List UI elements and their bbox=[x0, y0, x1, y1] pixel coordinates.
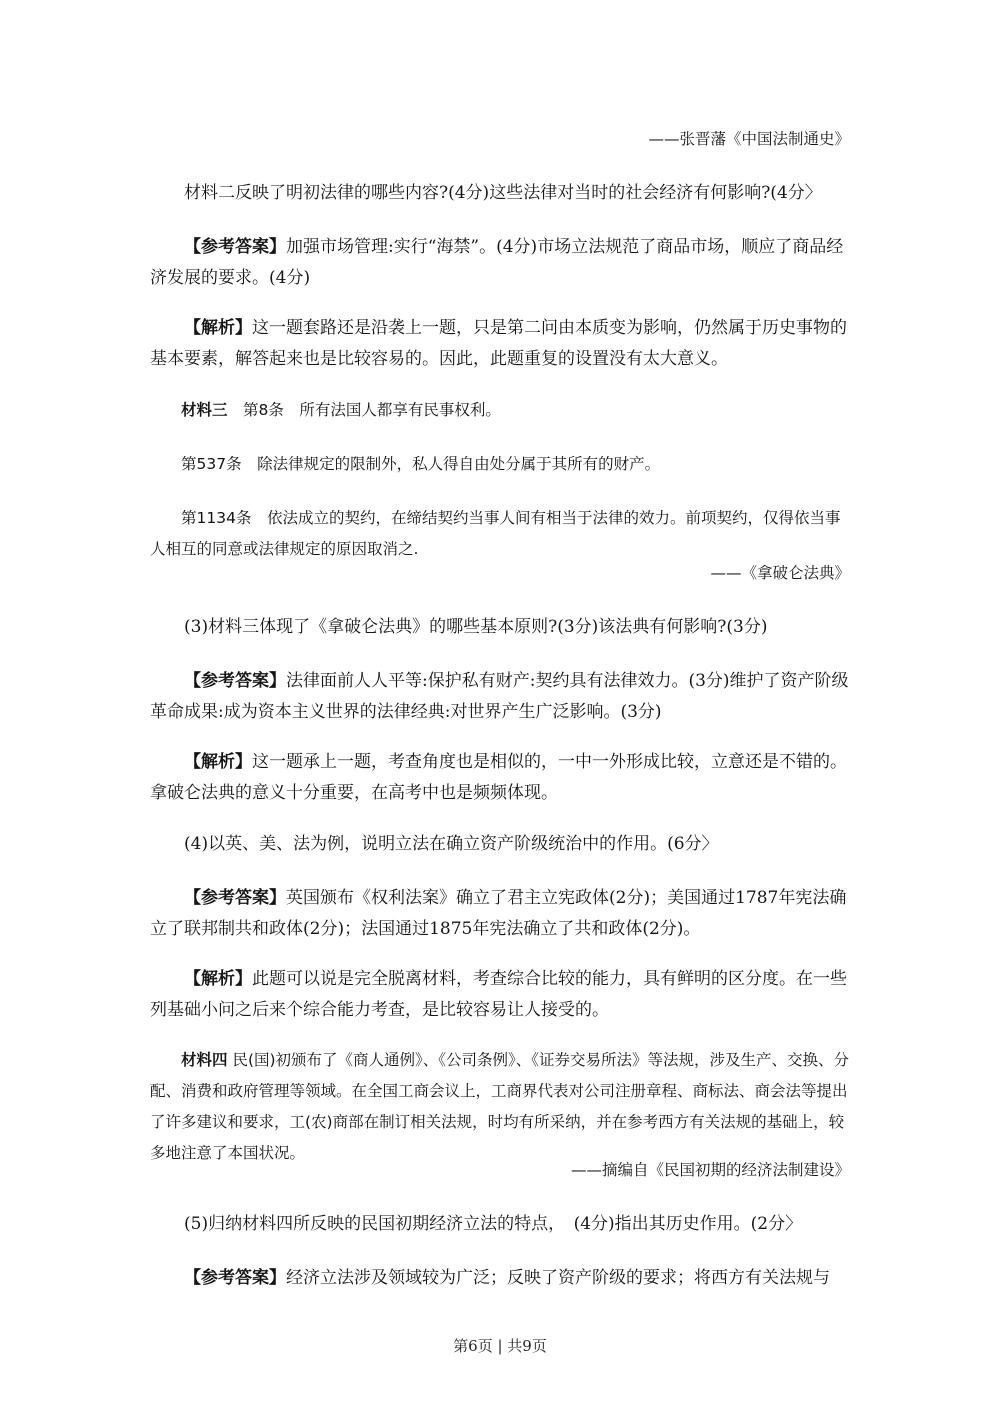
answer-4 bbox=[150, 883, 850, 945]
material-4-text: 民(国)初颁布了《商人通例》、《公司条例》、《证券交易所法》等法规，涉及生产、交换、分配、消费和政府管理等领域。在全国工商会议上，工商界代表对公司注册章程、商标法、商会法等提出了许多建议和要求，工(农)商部在制订相关法规，时均有所采纳，并在参考西方有关法规的基础上，较多地注意了本国状况。 bbox=[150, 1051, 850, 1162]
page-footer: 第6页 | 共9页 bbox=[453, 1337, 547, 1355]
analysis-4 bbox=[150, 964, 850, 1026]
answer-5-text: 经济立法涉及领域较为广泛；反映了资产阶级的要求；将西方有关法规与 bbox=[286, 1268, 830, 1288]
answer-2-text: 加强市场管理:实行“海禁”。(4分)市场立法规范了商品市场，顺应了商品经济发展的要求。(4分) bbox=[150, 237, 844, 288]
answer-label: 【参考答案】 bbox=[184, 237, 286, 257]
source-citation-zhang: ——张晋藩《中国法制通史》 bbox=[648, 130, 850, 148]
material-3-article-8 bbox=[150, 395, 850, 426]
analysis-4-text: 此题可以说是完全脱离材料，考查综合比较的能力，具有鲜明的区分度。在一些列基础小问之后来个综合能力考查，是比较容易让人接受的。 bbox=[150, 969, 847, 1020]
question-2-text: 材料二反映了明初法律的哪些内容?(4分)这些法律对当时的社会经济有何影响?(4分〉 bbox=[184, 183, 822, 203]
question-5-text: (5)归纳材料四所反映的民国初期经济立法的特点， (4分)指出其历史作用。(2分〉 bbox=[184, 1214, 803, 1234]
answer-2 bbox=[150, 232, 850, 294]
material-3-article-537: 第537条 除法律规定的限制外，私人得自由处分属于其所有的财产。 bbox=[181, 455, 661, 473]
analysis-label: 【解析】 bbox=[184, 969, 252, 989]
answer-3 bbox=[150, 666, 850, 728]
analysis-label: 【解析】 bbox=[184, 318, 252, 338]
material-3-article-8-text: 第8条 所有法国人都享有民事权利。 bbox=[227, 401, 501, 419]
analysis-3 bbox=[150, 747, 850, 809]
answer-label: 【参考答案】 bbox=[184, 1268, 286, 1288]
answer-5 bbox=[150, 1263, 850, 1294]
answer-label: 【参考答案】 bbox=[184, 671, 286, 691]
answer-3-text: 法律面前人人平等:保护私有财产:契约具有法律效力。(3分)维护了资产阶级革命成果:成为资本主义世界的法律经典:对世界产生广泛影响。(3分) bbox=[150, 671, 849, 722]
material-4 bbox=[150, 1045, 850, 1169]
answer-4-text: 英国颁布《权利法案》确立了君主立宪政体(2分)；美国通过1787年宪法确立了联邦制共和政体(2分)；法国通过1875年宪法确立了共和政体(2分)。 bbox=[150, 888, 847, 939]
analysis-label: 【解析】 bbox=[184, 752, 252, 772]
material-4-source: ——摘编自《民国初期的经济法制建设》 bbox=[570, 1161, 850, 1179]
analysis-3-text: 这一题承上一题，考查角度也是相似的，一中一外形成比较，立意还是不错的。拿破仑法典的意义十分重要，在高考中也是频频体现。 bbox=[150, 752, 847, 803]
material-4-label: 材料四 bbox=[181, 1051, 228, 1069]
question-3-text: (3)材料三体现了《拿破仑法典》的哪些基本原则?(3分)该法典有何影响?(3分) bbox=[184, 617, 768, 637]
analysis-2 bbox=[150, 313, 850, 375]
analysis-2-text: 这一题套路还是沿袭上一题，只是第二问由本质变为影响，仍然属于历史事物的基本要素，解答起来也是比较容易的。因此，此题重复的设置没有太大意义。 bbox=[150, 318, 847, 369]
question-4-text: (4)以英、美、法为例，说明立法在确立资产阶级统治中的作用。(6分〉 bbox=[184, 834, 719, 854]
answer-label: 【参考答案】 bbox=[184, 888, 286, 908]
material-3-source: ——《拿破仑法典》 bbox=[710, 564, 850, 582]
material-3-article-1134: 第1134条 依法成立的契约，在缔结契约当事人间有相当于法律的效力。前项契约，仅得依当事人相互的同意或法律规定的原因取消之. bbox=[150, 509, 841, 558]
material-3-label: 材料三 bbox=[181, 401, 228, 419]
